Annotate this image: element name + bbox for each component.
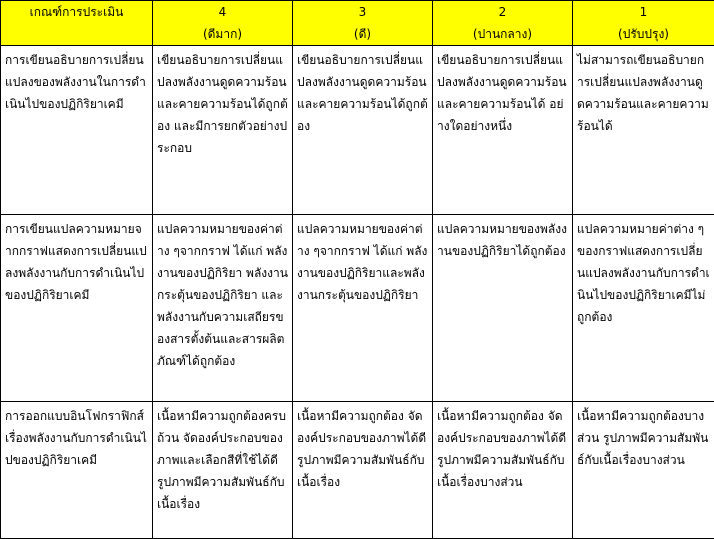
level-score: 1	[573, 1, 714, 23]
level-2-cell	[433, 402, 573, 539]
level-4-cell	[153, 215, 293, 402]
header-criteria-label: เกณฑ์การประเมิน	[1, 1, 152, 23]
cell-text: เนื้อหามีความถูกต้อง จัดองค์ประกอบของภาพได้ดี รูปภาพมีความสัมพันธ์กับเนื้อเรื่องบางส่วน	[433, 402, 572, 495]
cell-text: เนื้อหามีความถูกต้อง จัดองค์ประกอบของภาพได้ดี รูปภาพมีความสัมพันธ์กับเนื้อเรื่อง	[293, 402, 432, 495]
level-3-cell	[293, 46, 433, 215]
header-level-2	[433, 1, 573, 46]
level-1-cell	[573, 215, 714, 402]
criterion-cell	[1, 215, 153, 402]
cell-text: ไม่สามารถเขียนอธิบายการเปลี่ยนแปลงพลังงานดูดความร้อนและคายความร้อนได้	[573, 46, 714, 139]
level-3-cell	[293, 402, 433, 539]
level-1-cell	[573, 402, 714, 539]
criterion-cell	[1, 46, 153, 215]
criterion-text: การเขียนอธิบายการเปลี่ยนแปลงของพลังงานในการดำเนินไปของปฏิกิริยาเคมี	[1, 46, 152, 117]
cell-text: เขียนอธิบายการเปลี่ยนแปลงพลังงานดูดความร้อนและคายความร้อนได้ อย่างใดอย่างหนึ่ง	[433, 46, 572, 139]
level-3-cell	[293, 215, 433, 402]
level-label: (ปานกลาง)	[433, 23, 572, 45]
level-label: (ปรับปรุง)	[573, 23, 714, 45]
header-criteria	[1, 1, 153, 46]
cell-text: เขียนอธิบายการเปลี่ยนแปลงพลังงานดูดความร้อนและคายความร้อนได้ถูกต้อง และมีการยกตัวอย่างประกอบ	[153, 46, 292, 161]
level-score: 2	[433, 1, 572, 23]
cell-text: เขียนอธิบายการเปลี่ยนแปลงพลังงานดูดความร้อนและคายความร้อนได้ถูกต้อง	[293, 46, 432, 139]
level-4-cell	[153, 46, 293, 215]
cell-text: เนื้อหามีความถูกต้องครบถ้วน จัดองค์ประกอบของภาพและเลือกสีที่ใช้ได้ดี รูปภาพมีความสัมพันธ์กับเนื้อเรื่อง	[153, 402, 292, 517]
header-row	[1, 1, 714, 46]
cell-text: แปลความหมายค่าต่าง ๆ ของกราฟแสดงการเปลี่ยนแปลงพลังงานกับการดำเนินไปของปฏิกิริยาเคมีไม่ถูกต้อง	[573, 215, 714, 330]
level-label: (ดี)	[293, 23, 432, 45]
cell-text: แปลความหมายของพลังงานของปฏิกิริยาได้ถูกต้อง	[433, 215, 572, 264]
level-label: (ดีมาก)	[153, 23, 292, 45]
criterion-cell	[1, 402, 153, 539]
level-score: 3	[293, 1, 432, 23]
cell-text: แปลความหมายของค่าต่าง ๆจากกราฟ ได้แก่ พลังงานของปฏิกิริยา พลังงานกระตุ้นของปฏิกิริยา และพลังงานกับความเสถียรของสารตั้งต้นและสารผลิตภัณฑ์ได้ถูกต้อง	[153, 215, 292, 374]
header-level-4	[153, 1, 293, 46]
criterion-text: การออกแบบอินโฟกราฟิกส์เรื่องพลังงานกับการดำเนินไปของปฏิกิริยาเคมี	[1, 402, 152, 473]
header-level-1	[573, 1, 714, 46]
level-1-cell	[573, 46, 714, 215]
level-2-cell	[433, 46, 573, 215]
level-4-cell	[153, 402, 293, 539]
table-row	[1, 402, 714, 539]
table-row	[1, 215, 714, 402]
level-2-cell	[433, 215, 573, 402]
table-row	[1, 46, 714, 215]
cell-text: เนื้อหามีความถูกต้องบางส่วน รูปภาพมีความสัมพันธ์กับเนื้อเรื่องบางส่วน	[573, 402, 714, 473]
level-score: 4	[153, 1, 292, 23]
header-level-3	[293, 1, 433, 46]
criterion-text: การเขียนแปลความหมายจากกราฟแสดงการเปลี่ยนแปลงพลังงานกับการดำเนินไปของปฏิกิริยาเคมี	[1, 215, 152, 308]
cell-text: แปลความหมายของค่าต่าง ๆจากกราฟ ได้แก่ พลังงานของปฏิกิริยาและพลังงานกระตุ้นของปฏิกิริยา	[293, 215, 432, 308]
